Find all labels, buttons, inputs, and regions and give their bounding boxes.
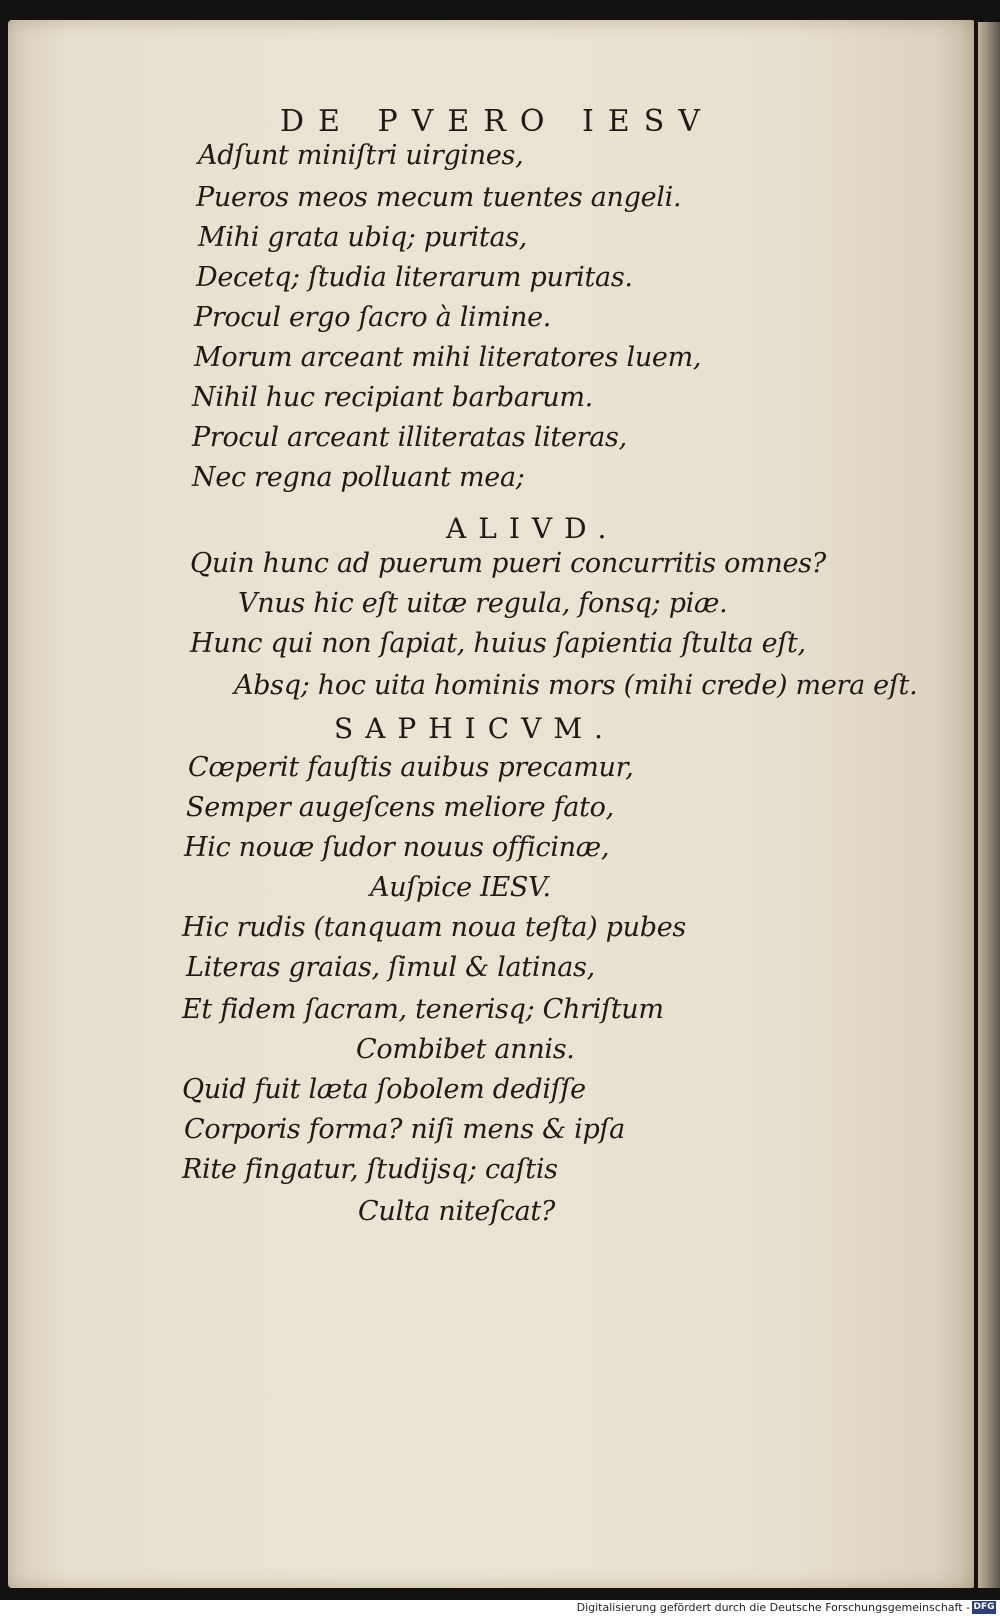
- verse-line: Mihi grata ubiq; puritas,: [198, 222, 528, 253]
- verse-line: Absq; hoc uita hominis mors (mihi crede) mera eſt.: [234, 670, 918, 701]
- verse-line: Procul arceant illiteratas literas,: [192, 422, 627, 453]
- verse-line: Decetq; ſtudia literarum puritas.: [196, 262, 633, 293]
- verse-line: Rite fingatur, ſtudijsq; caſtis: [182, 1154, 558, 1185]
- running-head: DE PVERO IESV: [280, 104, 714, 139]
- dfg-logo-icon: DFG: [973, 1602, 995, 1612]
- section-heading-saphicum: SAPHICVM.: [334, 712, 615, 745]
- verse-line: Procul ergo ſacro à limine.: [194, 302, 552, 333]
- verse-line: Nec regna polluant mea;: [192, 462, 525, 493]
- verse-line: Hunc qui non ſapiat, huius ſapientia ſtulta eſt,: [190, 628, 806, 659]
- verse-line: Literas graias, ſimul & latinas,: [186, 952, 595, 983]
- verse-line: Combibet annis.: [356, 1034, 575, 1065]
- verse-line: Quid fuit læta ſobolem dediſſe: [182, 1074, 586, 1105]
- verse-line: Hic nouæ ſudor nouus officinæ,: [184, 832, 610, 863]
- verse-line: Auſpice IESV.: [370, 872, 551, 903]
- verse-line: Nihil huc recipiant barbarum.: [192, 382, 593, 413]
- verse-line: Semper augeſcens meliore fato,: [186, 792, 614, 823]
- verse-line: Pueros meos mecum tuentes angeli.: [196, 182, 682, 213]
- verse-line: Quin hunc ad puerum pueri concurritis omnes?: [190, 548, 826, 579]
- verse-line: Et fidem ſacram, tenerisq; Chriſtum: [182, 994, 664, 1025]
- section-heading-aliud: ALIVD.: [446, 512, 619, 545]
- funding-credit: Digitalisierung gefördert durch die Deutsche Forschungsgemeinschaft -: [576, 1601, 970, 1614]
- verse-line: Hic rudis (tanquam noua teſta) pubes: [182, 912, 686, 943]
- verse-line: Culta niteſcat?: [358, 1196, 556, 1227]
- verse-line: Adſunt miniſtri uirgines,: [198, 140, 524, 171]
- verse-line: Vnus hic eſt uitæ regula, fonsq; piæ.: [238, 588, 728, 619]
- verse-line: Morum arceant mihi literatores luem,: [194, 342, 702, 373]
- verse-line: Corporis forma? niſi mens & ipſa: [184, 1114, 625, 1145]
- verse-line: Cœperit fauſtis auibus precamur,: [188, 752, 634, 783]
